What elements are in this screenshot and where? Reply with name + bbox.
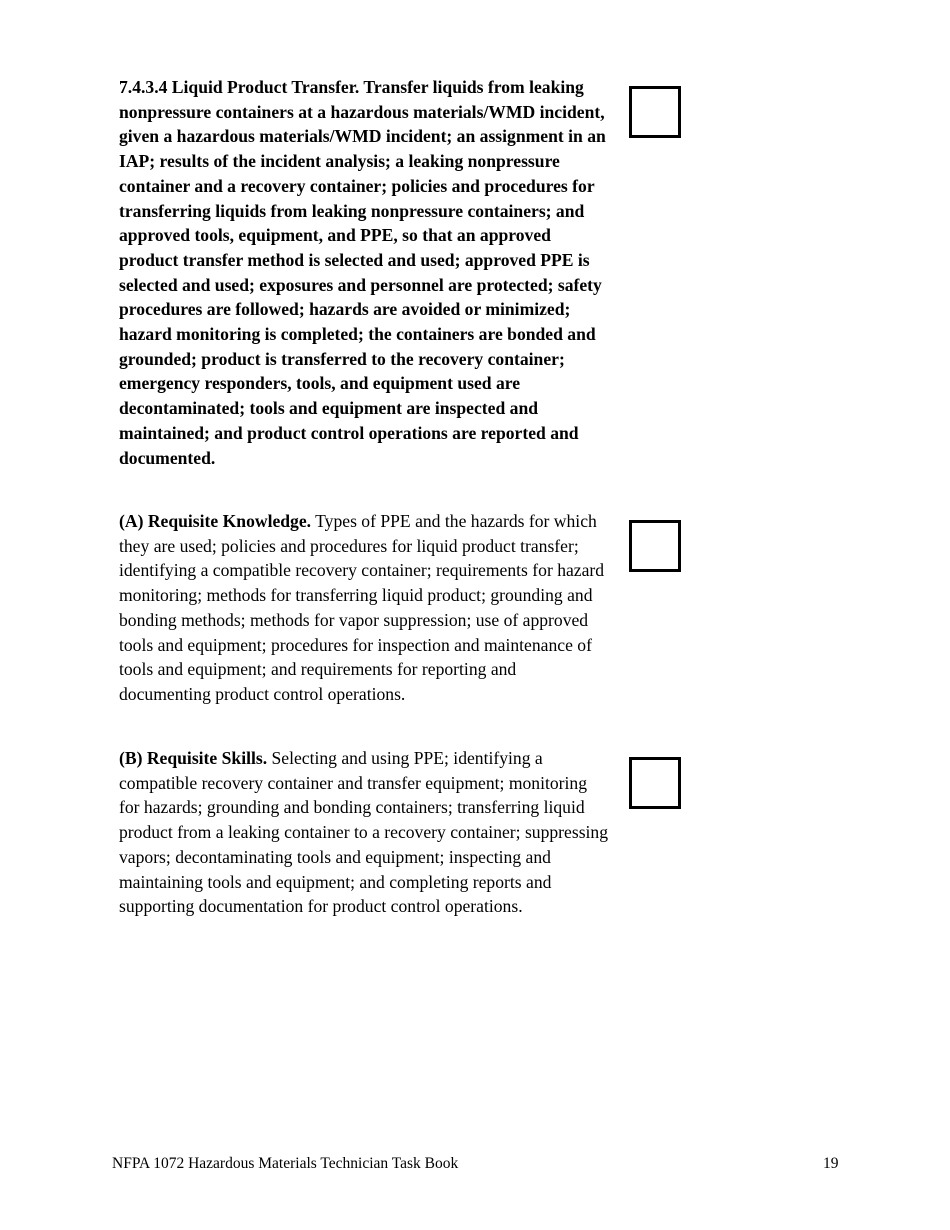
- section-7-4-3-4-liquid-product-transfer: [119, 75, 611, 470]
- section-b-lead: (B) Requisite Skills.: [119, 748, 268, 768]
- section-a-requisite-knowledge: [119, 509, 611, 707]
- completion-checkbox-requisite-knowledge[interactable]: [629, 520, 681, 572]
- section-b-requisite-skills: [119, 746, 611, 919]
- section-a-lead: (A) Requisite Knowledge.: [119, 511, 312, 531]
- footer-title: NFPA 1072 Hazardous Materials Technician Task Book: [112, 1155, 459, 1172]
- page-number: 19: [823, 1155, 839, 1172]
- completion-checkbox-7-4-3-4[interactable]: [629, 86, 681, 138]
- section-a-text: Types of PPE and the hazards for which they are used; policies and procedures for liquid product transfer; identifying a compatible recovery container; requirements for hazard monitoring; methods for transferring liquid product; grounding and bonding methods; methods for vapor suppression; use of approved tools and equipment; procedures for inspection and maintenance of tools and equipment; and requirements for reporting and documenting product control operations.: [119, 511, 605, 704]
- section-7-4-3-4-text: 7.4.3.4 Liquid Product Transfer. Transfer liquids from leaking nonpressure containers at a hazardous materials/WMD incident, given a hazardous materials/WMD incident; an assignment in an IAP; results of the incident analysis; a leaking nonpressure container and a recovery container; policies and procedures for transferring liquids from leaking nonpressure containers; and approved tools, equipment, and PPE, so that an approved product transfer method is selected and used; approved PPE is selected and used; exposures and personnel are protected; safety procedures are followed; hazards are avoided or minimized; hazard monitoring is completed; the containers are bonded and grounded; product is transferred to the recovery container; emergency responders, tools, and equipment used are decontaminated; tools and equipment are inspected and maintained; and product control operations are reported and documented.: [119, 77, 606, 468]
- completion-checkbox-requisite-skills[interactable]: [629, 757, 681, 809]
- section-b-text: Selecting and using PPE; identifying a compatible recovery container and transfer equipment; monitoring for hazards; grounding and bonding containers; transferring liquid product from a leaking container to a recovery container; suppressing vapors; decontaminating tools and equipment; inspecting and maintaining tools and equipment; and completing reports and supporting documentation for product control operations.: [119, 748, 609, 917]
